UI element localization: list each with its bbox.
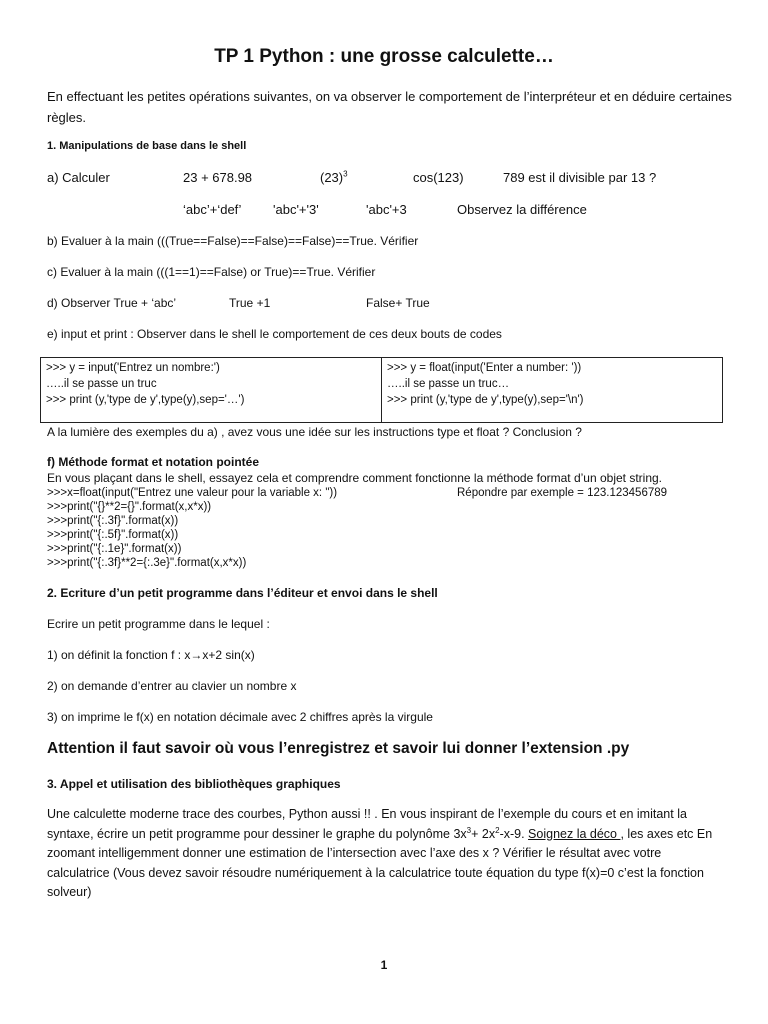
page-number: 1 — [380, 958, 388, 972]
format-answer-hint: Répondre par exemple = 123.123456789 — [457, 487, 668, 499]
code-cell-left — [41, 358, 381, 422]
section-2-intro: Ecrire un petit programme dans le lequel : — [47, 617, 270, 631]
warning-text: Attention il faut savoir où vous l’enregistrez et savoir lui donner l’extension .py — [47, 740, 630, 757]
format-code-line: >>>x=float(input("Entrez une valeur pour la variable x: ")) — [47, 487, 338, 499]
code-line: >>> y = input('Entrez un nombre:') — [46, 362, 220, 374]
code-line: …..il se passe un truc… — [387, 378, 510, 390]
section-2-item-1: 1) on définit la fonction f : x→x+2 sin(x) — [47, 648, 255, 662]
item-a-str3: 'abc'+3 — [366, 202, 407, 217]
item-a-expr2: $(23)^3$ — [320, 169, 348, 185]
format-code-line: >>>print("{}**2={}".format(x,x*x)) — [47, 501, 212, 513]
format-code-line: >>>print("{:.3f}".format(x)) — [47, 515, 179, 527]
section-3-heading: 3. Appel et utilisation des bibliothèques graphiques — [47, 777, 341, 791]
item-f-intro: En vous plaçant dans le shell, essayez cela et comprendre comment fonctionne la méthode format d’un objet string. — [47, 471, 663, 485]
conclusion-question: A la lumière des exemples du a) , avez vous une idée sur les instructions type et float ? Conclusion ? — [47, 425, 582, 439]
code-cell-right — [381, 358, 722, 422]
section-2-item-3: 3) on imprime le f(x) en notation décimale avec 2 chiffres après la virgule — [47, 710, 433, 724]
format-code-line: >>>print("{:.1e}".format(x)) — [47, 543, 182, 555]
section-3-paragraph: Une calculette moderne trace des courbes, Python aussi !! . En vous inspirant de l’exemple du cours et en imitant la syntaxe, écrire un petit programme pour dessiner le graphe du polynôme $3x^3+ 2x^2-x-9$. Soignez la déco , les axes etc En zoomant intelligemment donner une estimation de l’intersection avec l’axe des x ? Vérifier le résultat avec votre calculatrice (Vous devez savoir résoudre numériquement à la calculatrice toute équation du type f(x)=0 c’est la fonction solveur) — [47, 807, 713, 899]
item-a-str2: 'abc'+'3' — [273, 202, 319, 217]
section-1-heading: 1. Manipulations de base dans le shell — [47, 140, 247, 152]
item-b: b) Evaluer à la main (((True==False)==False)==False)==True. Vérifier — [47, 234, 419, 248]
code-line: >>> print (y,'type de y',type(y),sep='…') — [46, 394, 245, 406]
item-a-label: a) Calculer — [47, 170, 110, 185]
item-f-heading: f) Méthode format et notation pointée — [47, 455, 259, 469]
item-c: c) Evaluer à la main (((1==1)==False) or True)==True. Vérifier — [47, 265, 376, 279]
item-a-str4: Observez la différence — [457, 202, 587, 217]
page-title: TP 1 Python : une grosse calculette… — [214, 46, 554, 67]
item-d-expr3: False+ True — [366, 296, 430, 310]
code-line: …..il se passe un truc — [46, 378, 157, 390]
section-2-heading: 2. Ecriture d’un petit programme dans l’éditeur et envoi dans le shell — [47, 586, 438, 600]
format-code-line: >>>print("{:.3f}**2={:.3e}".format(x,x*x)) — [47, 557, 247, 569]
item-a-expr4: 789 est il divisible par 13 ? — [503, 170, 657, 185]
item-e: e) input et print : Observer dans le shell le comportement de ces deux bouts de codes — [47, 327, 502, 341]
code-line: >>> print (y,'type de y',type(y),sep='\n') — [387, 394, 584, 406]
item-a-str1: ‘abc’+‘def’ — [183, 202, 242, 217]
format-code-line: >>>print("{:.5f}".format(x)) — [47, 529, 179, 541]
item-a-expr3: cos(123) — [413, 170, 464, 185]
code-comparison-table — [40, 357, 723, 423]
code-line: >>> y = float(input('Enter a number: ')) — [387, 362, 582, 374]
section-2-item-2: 2) on demande d’entrer au clavier un nombre x — [47, 679, 297, 693]
intro-paragraph: En effectuant les petites opérations suivantes, on va observer le comportement de l’interpréteur et en déduire certaines règles. — [47, 89, 732, 125]
item-d-label: d) Observer True + ‘abc’ — [47, 296, 177, 310]
item-a-expr1: 23 + 678.98 — [183, 170, 253, 185]
item-d-expr2: True +1 — [229, 296, 271, 310]
